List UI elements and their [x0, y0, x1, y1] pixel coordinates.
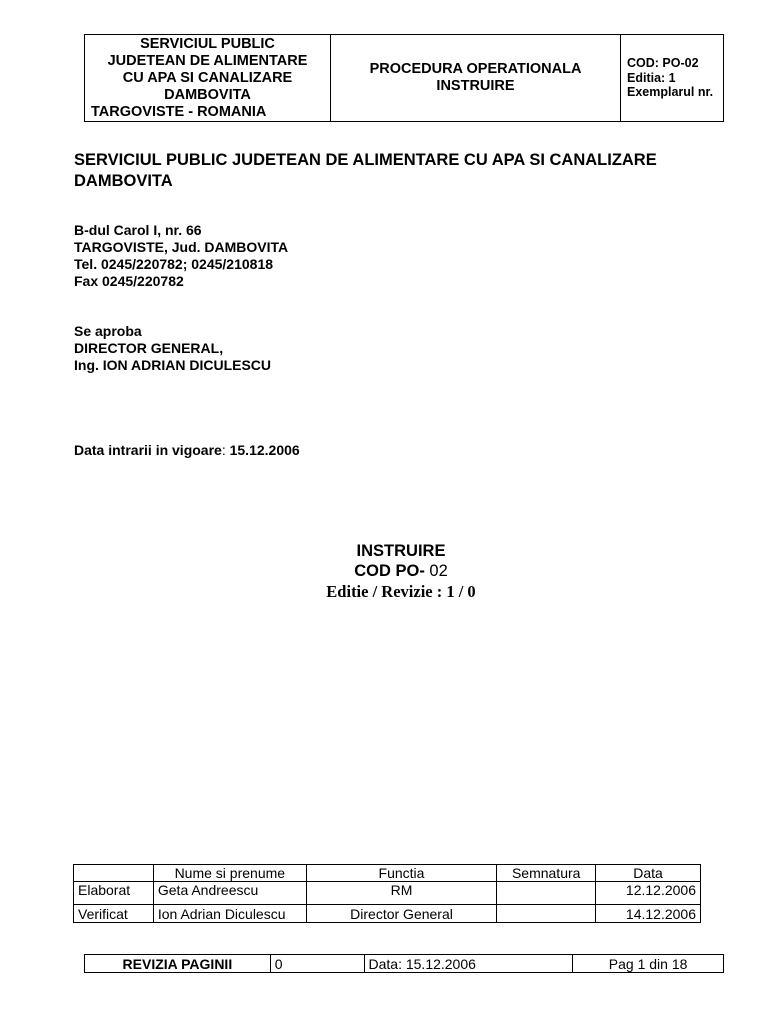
header-org-line: SERVICIUL PUBLIC — [140, 36, 275, 52]
document-code — [0, 561, 768, 581]
table-header-cell: Data — [596, 865, 701, 882]
table-cell-name: Ion Adrian Diculescu — [153, 905, 306, 923]
effective-date-separator: : — [221, 442, 230, 458]
table-header-cell — [74, 865, 154, 882]
header-org-line: CU APA SI CANALIZARE — [122, 70, 293, 86]
table-cell-date: 14.12.2006 — [596, 905, 701, 923]
document-code-prefix: COD PO- — [354, 562, 430, 580]
signature-table — [73, 864, 701, 923]
table-cell-signature — [497, 905, 596, 923]
header-organization — [85, 35, 331, 121]
address-city: TARGOVISTE, Jud. DAMBOVITA — [74, 239, 289, 255]
header-org-line: DAMBOVITA — [164, 87, 251, 103]
table-header-cell: Functia — [306, 865, 497, 882]
header-procedure — [331, 35, 621, 121]
table-header-cell: Nume si prenume — [153, 865, 306, 882]
address-phone: Tel. 0245/220782; 0245/210818 — [74, 256, 274, 272]
effective-date-label: Data intrarii in vigoare — [74, 442, 222, 458]
document-edition: Editie / Revizie : 1 / 0 — [326, 582, 476, 601]
approval-label: Se aproba — [74, 323, 142, 339]
footer-revision-value: 0 — [270, 955, 364, 973]
document-title-block — [0, 541, 768, 603]
header-edition: Editia: 1 — [627, 70, 676, 85]
table-cell-function: RM — [306, 882, 497, 905]
document-code-number: 02 — [429, 562, 448, 580]
table-header-row — [74, 865, 701, 882]
footer-revision-label: REVIZIA PAGINII — [85, 955, 271, 973]
header-copy-number: Exemplarul nr. — [627, 85, 714, 100]
table-cell-date: 12.12.2006 — [596, 882, 701, 905]
table-header-cell: Semnatura — [497, 865, 596, 882]
address-block — [74, 222, 288, 290]
footer-date: Data: 15.12.2006 — [364, 955, 573, 973]
address-street: B-dul Carol I, nr. 66 — [74, 222, 202, 238]
header-code-block — [621, 35, 723, 121]
effective-date — [74, 442, 300, 458]
address-fax: Fax 0245/220782 — [74, 273, 184, 289]
table-cell-name: Geta Andreescu — [153, 882, 306, 905]
table-row — [74, 882, 701, 905]
table-cell-role: Elaborat — [74, 882, 154, 905]
table-cell-role: Verificat — [74, 905, 154, 923]
document-header — [84, 34, 724, 122]
approval-block — [74, 323, 271, 374]
table-cell-function: Director General — [306, 905, 497, 923]
approval-person: Ing. ION ADRIAN DICULESCU — [74, 357, 272, 373]
footer-row — [85, 955, 724, 973]
footer-page-number: Pag 1 din 18 — [573, 955, 724, 973]
page-revision-footer — [84, 954, 724, 973]
header-procedure-name: INSTRUIRE — [436, 78, 515, 94]
table-cell-signature — [497, 882, 596, 905]
header-procedure-type: PROCEDURA OPERATIONALA — [369, 61, 582, 77]
table-row — [74, 905, 701, 923]
header-org-line: JUDETEAN DE ALIMENTARE — [107, 53, 308, 69]
header-code: COD: PO-02 — [627, 56, 699, 71]
document-title: INSTRUIRE — [356, 542, 446, 560]
effective-date-value: 15.12.2006 — [229, 442, 300, 458]
approval-role: DIRECTOR GENERAL, — [74, 340, 224, 356]
header-org-line: TARGOVISTE - ROMANIA — [91, 104, 267, 120]
organization-name: SERVICIUL PUBLIC JUDETEAN DE ALIMENTARE CU APA SI CANALIZARE DAMBOVITA — [74, 151, 657, 190]
